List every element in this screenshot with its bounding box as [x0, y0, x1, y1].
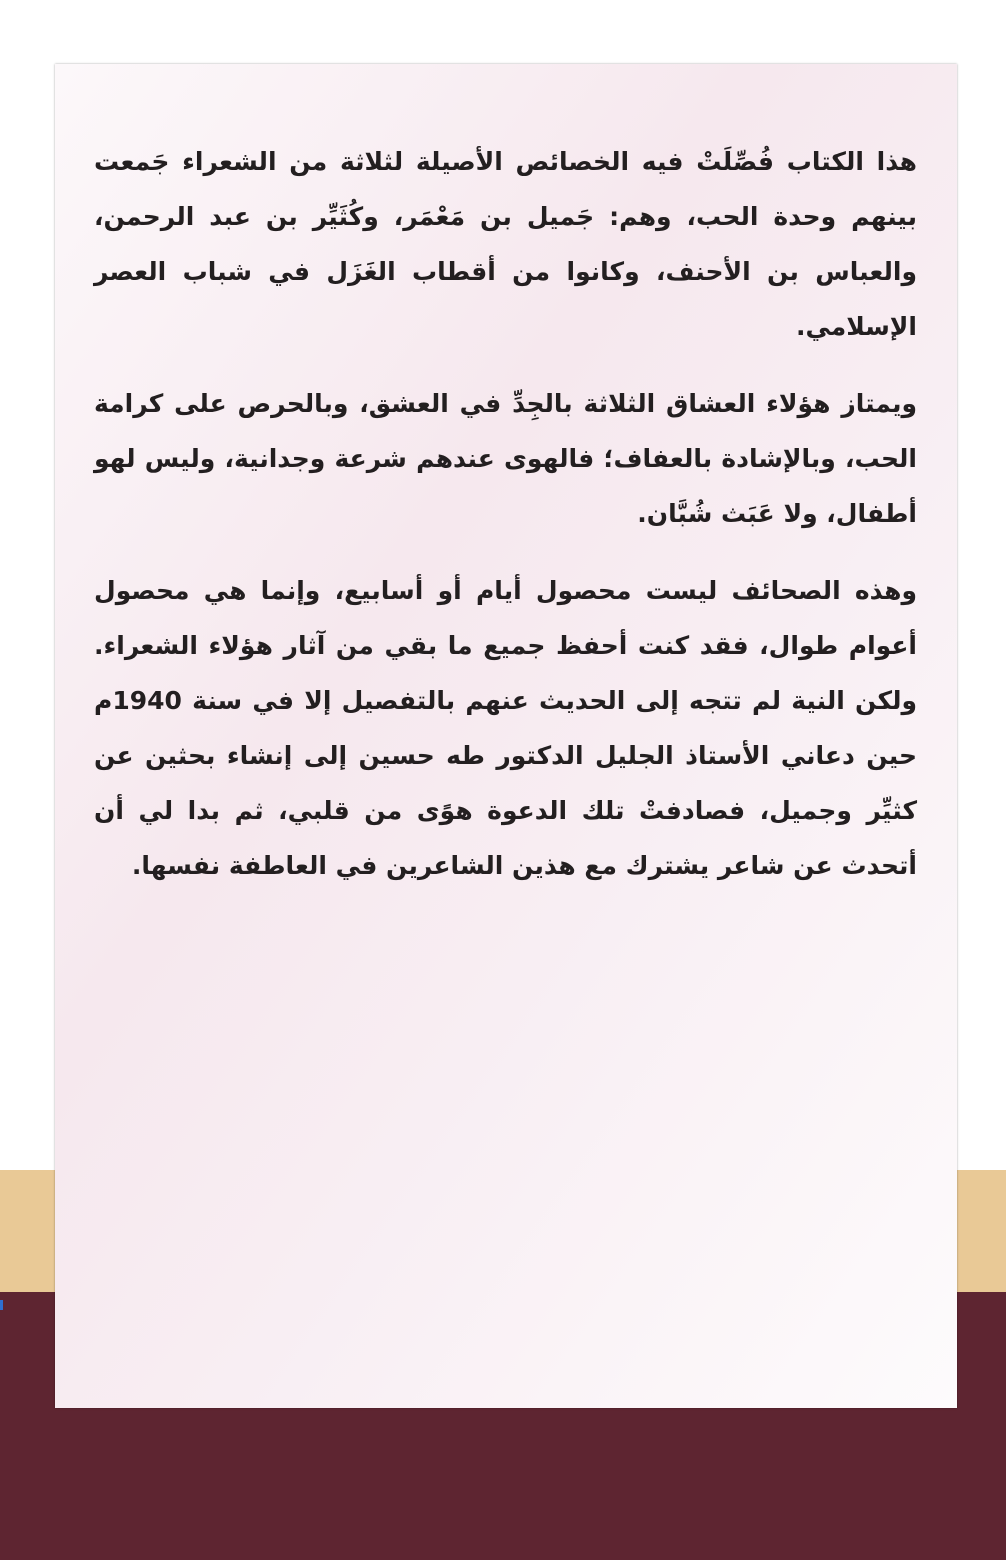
paragraph-1: هذا الكتاب فُصِّلَتْ فيه الخصائص الأصيلة لثلاثة من الشعراء جَمعت بينهم وحدة الحب، وهم: جَميل بن مَعْمَر، وكُثَيِّر بن عبد الرحمن، والعباس بن الأحنف، وكانوا من أقطاب الغَزَل في شباب العصر الإسلامي. — [94, 147, 917, 341]
edge-mark — [0, 1300, 3, 1310]
paragraph-2: ويمتاز هؤلاء العشاق الثلاثة بالجِدِّ في العشق، وبالحرص على كرامة الحب، وبالإشادة بالعفاف؛ فالهوى عندهم شرعة وجدانية، وليس لهو أطفال، ولا عَبَث شُبَّان. — [94, 389, 917, 528]
back-cover-text — [94, 134, 917, 915]
paragraph-3: وهذه الصحائف ليست محصول أيام أو أسابيع، وإنما هي محصول أعوام طوال، فقد كنت أحفظ جميع ما بقي من آثار هؤلاء الشعراء. ولكن النية لم تتجه إلى الحديث عنهم بالتفصيل إلا في سنة 1940م حين دعاني الأستاذ الجليل الدكتور طه حسين إلى إنشاء بحثين عن كثيِّر وجميل، فصادفتْ تلك الدعوة هوًى من قلبي، ثم بدا لي أن أتحدث عن شاعر يشترك مع هذين الشاعرين في العاطفة نفسها. — [94, 576, 917, 880]
text-card — [55, 64, 957, 1408]
